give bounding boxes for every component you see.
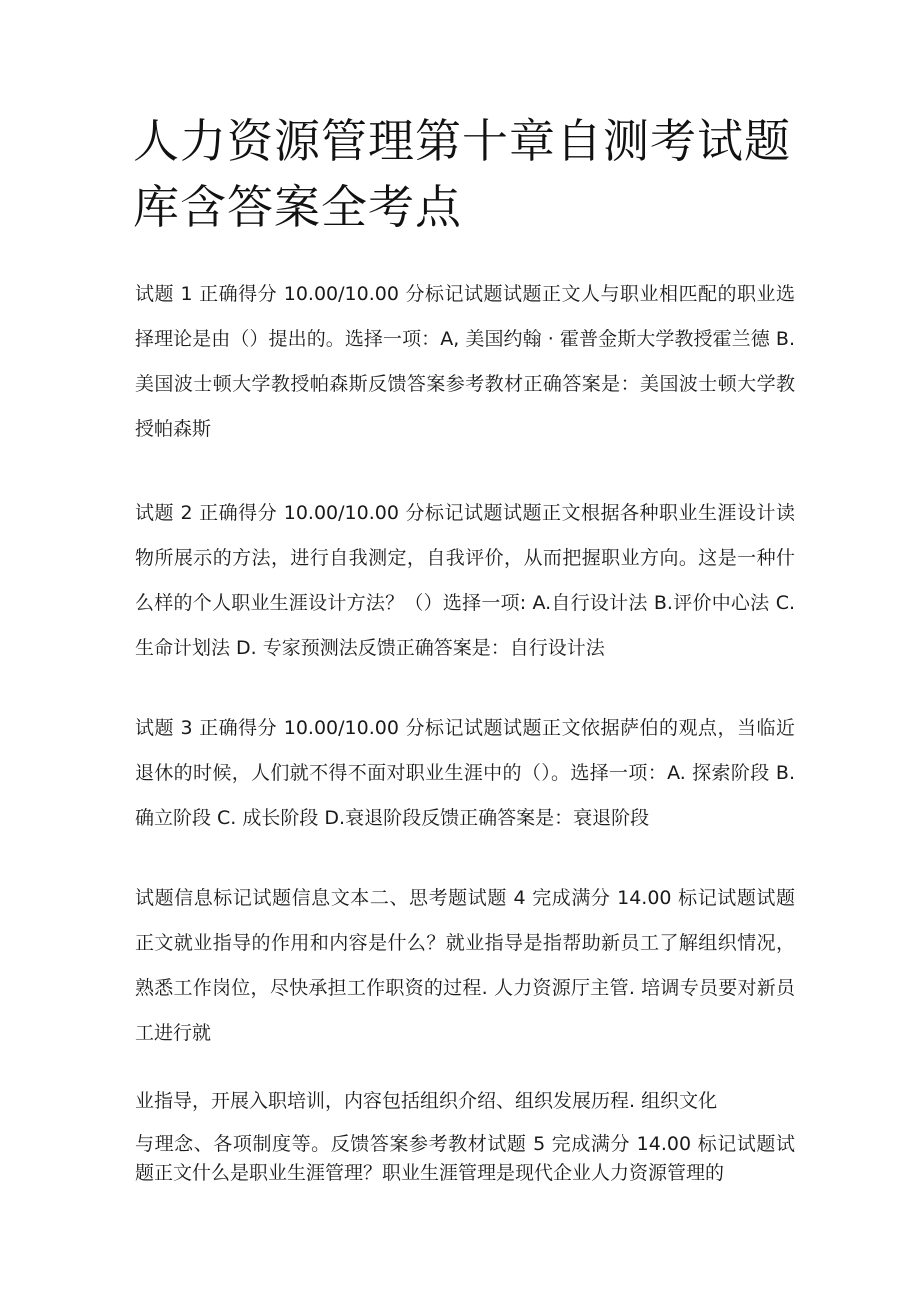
question-4-paragraph: 试题信息标记试题信息文本二、思考题试题 4 完成满分 14.00 标记试题试题正文就业指导的作用和内容是什么？就业指导是指帮助新员工了解组织情况，熟悉工作岗位，尽快承担工作职资的过程. 人力资源厅主管. 培调专员要对新员工进行就	[135, 887, 795, 1044]
question-3-paragraph: 试题 3 正确得分 10.00/10.00 分标记试题试题正文依据萨伯的观点，当临近退休的时候，人们就不得不面对职业生涯中的（）。选择一项：A. 探索阶段 B. 确立阶段 C. 成长阶段 D.衰退阶段反馈正确答案是：衰退阶段	[135, 717, 795, 829]
question-5-paragraph: 与理念、各项制度等。反馈答案参考教材试题 5 完成满分 14.00 标记试题试题正文什么是职业生涯管理？职业生涯管理是现代企业人力资源管理的	[135, 1133, 795, 1184]
question-2-paragraph: 试题 2 正确得分 10.00/10.00 分标记试题试题正文根据各种职业生涯设计读物所展示的方法，进行自我测定，自我评价，从而把握职业方向。这是一种什么样的个人职业生涯设计方法？（）选择一项: A.自行设计法 B.评价中心法 C.生命计划法 D. 专家预测法反馈正确答案是：自行设计法	[135, 502, 795, 659]
question-1-paragraph: 试题 1 正确得分 10.00/10.00 分标记试题试题正文人与职业相匹配的职业选择理论是由（）提出的。选择一项：A, 美国约翰 · 霍普金斯大学教授霍兰德 B.美国波士顿大学教授帕森斯反馈答案参考教材正确答案是：美国波士顿大学教授帕森斯	[135, 283, 795, 440]
question-4-continued-paragraph: 业指导，开展入职培训，内容包括组织介绍、组织发展历程. 组织文化	[135, 1090, 718, 1112]
document-title: 人力资源管理第十章自测考试题库含答案全考点	[133, 114, 791, 234]
